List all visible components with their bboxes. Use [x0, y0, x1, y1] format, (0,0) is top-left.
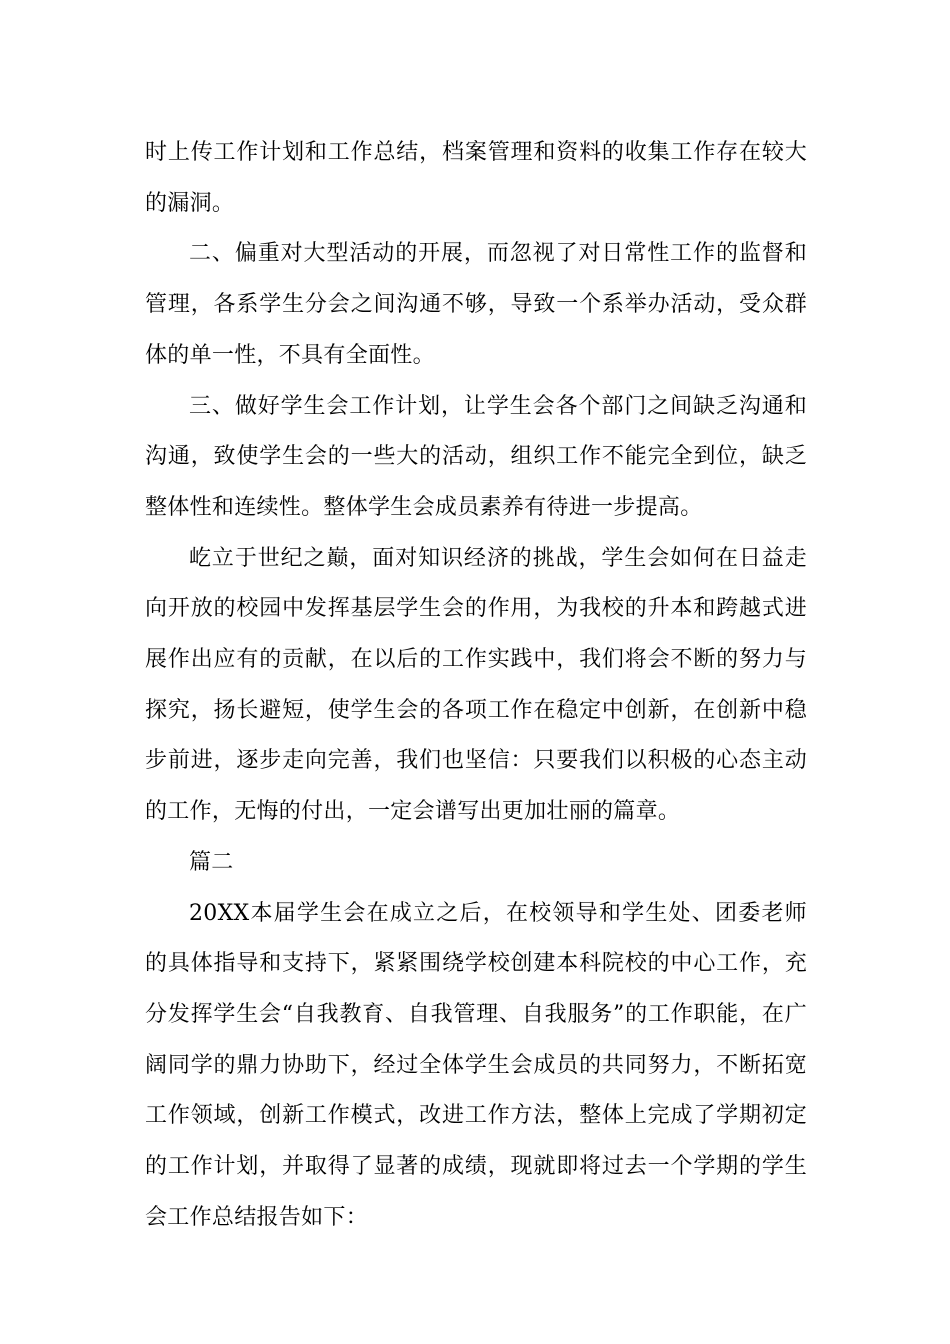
- paragraph-point-two: 二、偏重对大型活动的开展，而忽视了对日常性工作的监督和管理，各系学生分会之间沟通不够，导致一个系举办活动，受众群体的单一性，不具有全面性。: [145, 241, 807, 368]
- document-body: [145, 128, 807, 1243]
- paragraph-point-three: 三、做好学生会工作计划，让学生会各个部门之间缺乏沟通和沟通，致使学生会的一些大的活动，组织工作不能完全到位，缺乏整体性和连续性。整体学生会成员素养有待进一步提高。: [145, 393, 807, 520]
- paragraph-intro: 20XX本届学生会在成立之后，在校领导和学生处、团委老师的具体指导和支持下，紧紧围绕学校创建本科院校的中心工作，充分发挥学生会“自我教育、自我管理、自我服务”的工作职能，在广阔同学的鼎力协助下，经过全体学生会成员的共同努力，不断拓宽工作领域，创新工作模式，改进工作方法，整体上完成了学期初定的工作计划，并取得了显著的成绩，现就即将过去一个学期的学生会工作总结报告如下：: [145, 900, 807, 1230]
- section-heading: 篇二: [189, 849, 234, 875]
- paragraph-conclusion: 屹立于世纪之巅，面对知识经济的挑战，学生会如何在日益走向开放的校园中发挥基层学生会的作用，为我校的升本和跨越式进展作出应有的贡献，在以后的工作实践中，我们将会不断的努力与探究，扬长避短，使学生会的各项工作在稳定中创新，在创新中稳步前进，逐步走向完善，我们也坚信：只要我们以积极的心态主动的工作，无悔的付出，一定会谱写出更加壮丽的篇章。: [145, 545, 807, 825]
- paragraph-continuation: 时上传工作计划和工作总结，档案管理和资料的收集工作存在较大的漏洞。: [145, 140, 807, 216]
